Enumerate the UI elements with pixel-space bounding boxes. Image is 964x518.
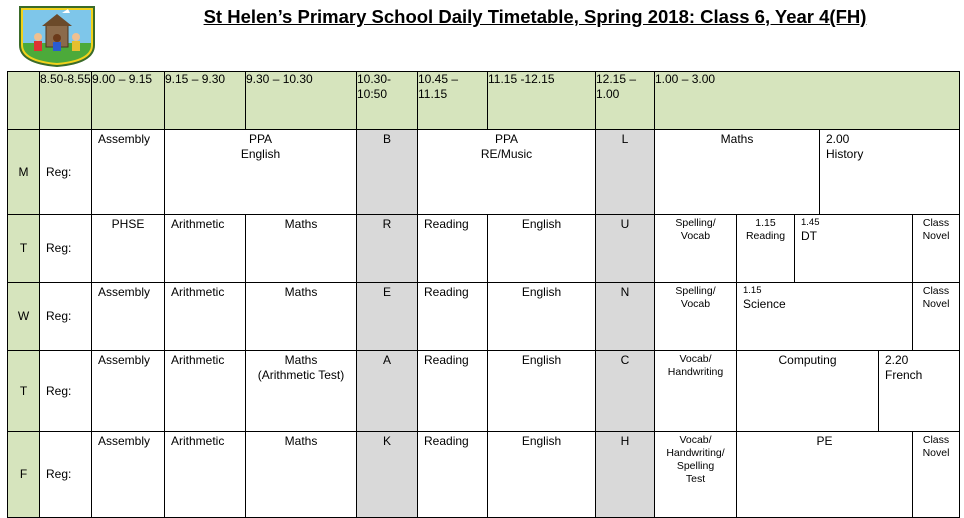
- registration: Reg:: [40, 351, 92, 432]
- lesson-cell: Spelling/ Vocab: [675, 285, 716, 310]
- lesson-cell: Maths: [246, 215, 357, 283]
- lesson-cell: English: [488, 215, 596, 283]
- school-logo: [18, 5, 96, 67]
- lesson-cell: Maths: [720, 132, 754, 146]
- header-cell-time: 1.00 – 3.00: [655, 72, 960, 130]
- lesson-cell: PHSE: [92, 215, 165, 283]
- lesson-cell: Assembly: [92, 351, 165, 432]
- lesson-cell: Maths: [246, 283, 357, 351]
- lunch-cell: L: [596, 130, 655, 215]
- lesson-time: 1.45: [801, 217, 820, 228]
- break-cell: K: [357, 432, 418, 518]
- lesson-cell: Reading: [418, 215, 488, 283]
- day-label: T: [8, 351, 40, 432]
- lesson-cell: Reading: [418, 283, 488, 351]
- registration: Reg:: [40, 215, 92, 283]
- lesson-cell: Class Novel: [912, 215, 959, 282]
- table-row: [8, 283, 960, 351]
- lunch-cell: C: [596, 351, 655, 432]
- lesson-subject: DT: [801, 229, 817, 243]
- lesson-cell: Vocab/ Handwriting: [667, 353, 724, 378]
- header-cell-time: 10.45 – 11.15: [418, 72, 488, 130]
- lesson-cell: Computing: [736, 351, 878, 431]
- lesson-cell: PPA English: [165, 130, 357, 215]
- day-label: W: [8, 283, 40, 351]
- lesson-cell: Assembly: [92, 130, 165, 215]
- lesson-cell: Vocab/ Handwriting/ Spelling Test: [666, 434, 725, 485]
- timetable: [7, 71, 960, 518]
- lesson-cell: Assembly: [92, 283, 165, 351]
- break-cell: R: [357, 215, 418, 283]
- break-cell: A: [357, 351, 418, 432]
- registration: Reg:: [40, 432, 92, 518]
- lesson-subject: 2.20 French: [885, 353, 923, 382]
- lunch-cell: N: [596, 283, 655, 351]
- lesson-cell: Reading: [418, 351, 488, 432]
- header-cell-time: 11.15 -12.15: [488, 72, 596, 130]
- lesson-cell: English: [488, 351, 596, 432]
- header-cell-day: [8, 72, 40, 130]
- lesson-cell: Arithmetic: [165, 215, 246, 283]
- header-cell-time: 9.30 – 10.30: [246, 72, 357, 130]
- lesson-cell: Maths: [246, 432, 357, 518]
- header-cell-time: 12.15 – 1.00: [596, 72, 655, 130]
- header-cell-time: 8.50-8.55: [40, 72, 92, 130]
- lesson-cell: English: [488, 432, 596, 518]
- lesson-subject: Science: [743, 297, 786, 311]
- table-row: [8, 351, 960, 432]
- lesson-cell: 2.00 History: [819, 130, 959, 214]
- lesson-cell: [878, 351, 959, 431]
- lesson-cell: Reading: [418, 432, 488, 518]
- lesson-cell: English: [488, 283, 596, 351]
- lesson-cell: PE: [736, 432, 912, 517]
- lesson-cell: Assembly: [92, 432, 165, 518]
- lesson-time: 1.15: [743, 285, 762, 296]
- header-row: [8, 72, 960, 130]
- lunch-cell: U: [596, 215, 655, 283]
- break-cell: E: [357, 283, 418, 351]
- day-label: T: [8, 215, 40, 283]
- table-row: [8, 215, 960, 283]
- lesson-cell: Class Novel: [912, 283, 959, 350]
- lesson-cell: [736, 283, 912, 350]
- page-title: St Helen’s Primary School Daily Timetable, Spring 2018: Class 6, Year 4(FH): [203, 6, 867, 27]
- lesson-cell: Maths (Arithmetic Test): [246, 351, 357, 432]
- break-cell: B: [357, 130, 418, 215]
- lesson-cell: Class Novel: [912, 432, 959, 517]
- registration: Reg:: [40, 283, 92, 351]
- table-row: [8, 130, 960, 215]
- lesson-cell: Arithmetic: [165, 283, 246, 351]
- header-cell-time: 10.30-10:50: [357, 72, 418, 130]
- lunch-cell: H: [596, 432, 655, 518]
- lesson-cell: PPA RE/Music: [418, 130, 596, 215]
- day-label: M: [8, 130, 40, 215]
- lesson-cell: [794, 215, 912, 282]
- registration: Reg:: [40, 130, 92, 215]
- header-cell-time: 9.15 – 9.30: [165, 72, 246, 130]
- table-row: [8, 432, 960, 518]
- lesson-cell: 1.15 Reading: [736, 215, 794, 282]
- lesson-cell: Spelling/ Vocab: [675, 217, 716, 242]
- day-label: F: [8, 432, 40, 518]
- lesson-cell: Arithmetic: [165, 432, 246, 518]
- header-cell-time: 9.00 – 9.15: [92, 72, 165, 130]
- lesson-cell: Arithmetic: [165, 351, 246, 432]
